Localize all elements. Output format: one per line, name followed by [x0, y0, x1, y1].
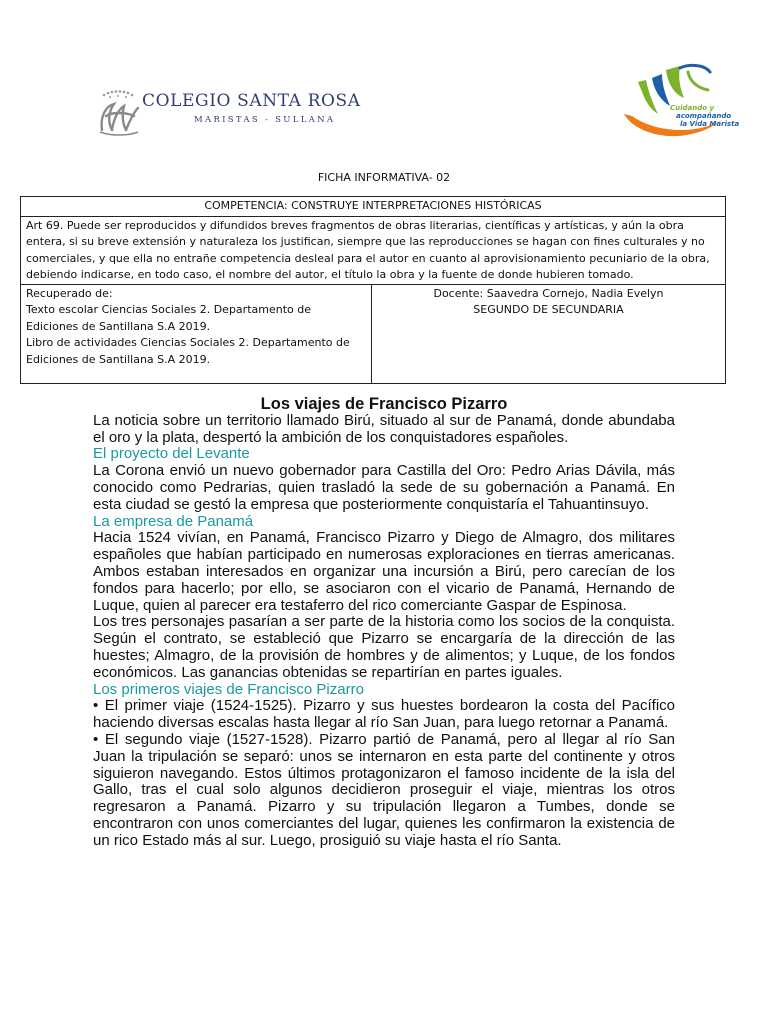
voyage-item: • El segundo viaje (1527-1528). Pizarro partió de Panamá, pero al llegar al río San Juan la tripulación se separó: unos se internaron en esta parte del continente y otros siguieron navegando. Estos últimos protagonizaron el famoso incidente de la isla del Gallo, tras el cual solo algunos decidieron proseguir el viaje, mientras los otros regresaron a Panamá. Pizarro y su tripulación llegaron a Tumbes, donde se encontraron con unos comerciantes del lugar, quienes les confirmaron la existencia de un rico Estado más al sur. Luego, prosiguió su viaje hasta el río Santa.	[93, 730, 675, 849]
school-subtitle: MARISTAS - SULLANA	[194, 115, 336, 125]
school-logo	[96, 86, 396, 138]
copyright-row	[21, 216, 726, 284]
school-name: COLEGIO SANTA ROSA	[142, 91, 361, 111]
voyage-item: • El primer viaje (1524-1525). Pizarro y sus huestes bordearon la costa del Pacífico haciendo diversas escalas hasta llegar al río San Juan, para luego retornar a Panamá.	[93, 697, 675, 732]
info-table	[20, 196, 726, 384]
competencia-row	[21, 197, 726, 217]
section-heading-panama: La empresa de Panamá	[93, 512, 254, 530]
grade-label: SEGUNDO DE SECUNDARIA	[473, 303, 624, 316]
details-row	[21, 284, 726, 383]
source-item: Texto escolar Ciencias Sociales 2. Departamento de Ediciones de Santillana S.A 2019.	[26, 303, 311, 333]
article-title: Los viajes de Francisco Pizarro	[260, 395, 508, 413]
competencia-cell: COMPETENCIA: CONSTRUYE INTERPRETACIONES HISTÓRICAS	[21, 197, 726, 217]
marist-logo-line-2: acompañando	[676, 112, 732, 120]
article-intro: La noticia sobre un territorio llamado Birú, situado al sur de Panamá, donde abundaba el oro y la plata, despertó la ambición de los conquistadores españoles.	[93, 411, 675, 446]
teacher-name: Docente: Saavedra Cornejo, Nadia Evelyn	[433, 286, 664, 300]
article-69-cell: Art 69. Puede ser reproducidos y difundidos breves fragmentos de obras literarias, científicas y artísticas, y aún la obra entera, si su breve extensión y naturaleza los justifican, siempre que las reproducciones se hagan con fines culturales y no comerciales, y que ella no entrañe competencia desleal para el autor en cuanto al aprovisionamiento pecuniario de la obra, debiendo indicarse, en todo caso, el nombre del autor, el título la obra y la fuente de donde hubieren tomado.	[21, 216, 726, 284]
section-heading-viajes: Los primeros viajes de Francisco Pizarro	[93, 680, 364, 698]
section-paragraph: Hacia 1524 vivían, en Panamá, Francisco Pizarro y Diego de Almagro, dos militares españoles que habían participado en numerosas exploraciones en tierras americanas. Ambos estaban interesados en organizar una incursión a Birú, pero carecían de los fondos para hacerlo; por ello, se asociaron con el vicario de Panamá, Hernando de Luque, quien al parecer era testaferro del rico comerciante Gaspar de Espinosa.	[93, 529, 675, 614]
sources-cell	[21, 284, 372, 383]
document-header	[0, 0, 768, 165]
section-paragraph: Los tres personajes pasarían a ser parte de la historia como los socios de la conquista. Según el contrato, se estableció que Pizarro se encargaría de la dirección de las huestes; Almagro, de la provisión de hombres y de alimentos; y Luque, de los fondos económicos. Las ganancias obtenidas se repartirían en partes iguales.	[93, 613, 675, 681]
section-paragraph: La Corona envió un nuevo gobernador para Castilla del Oro: Pedro Arias Dávila, más conocido como Pedrarias, quien trasladó la sede de su gobernación a Panamá. En esta ciudad se gestó la empresa que posteriormente conquistaría el Tahuantinsuyo.	[93, 462, 675, 513]
marist-logo	[618, 60, 738, 144]
section-heading-levante: El proyecto del Levante	[93, 445, 250, 463]
document-title: FICHA INFORMATIVA- 02	[317, 171, 451, 184]
source-item: Libro de actividades Ciencias Sociales 2. Departamento de Ediciones de Santillana S.A 2019.	[26, 336, 350, 366]
article	[93, 392, 675, 850]
marist-emblem-icon	[618, 60, 738, 144]
marist-logo-line-3: la Vida Marista	[680, 120, 740, 128]
sources-label: Recuperado de:	[26, 286, 113, 300]
teacher-cell	[372, 284, 726, 383]
marist-logo-line-1: Cuidando y	[670, 104, 715, 112]
school-crest-icon	[96, 86, 142, 138]
